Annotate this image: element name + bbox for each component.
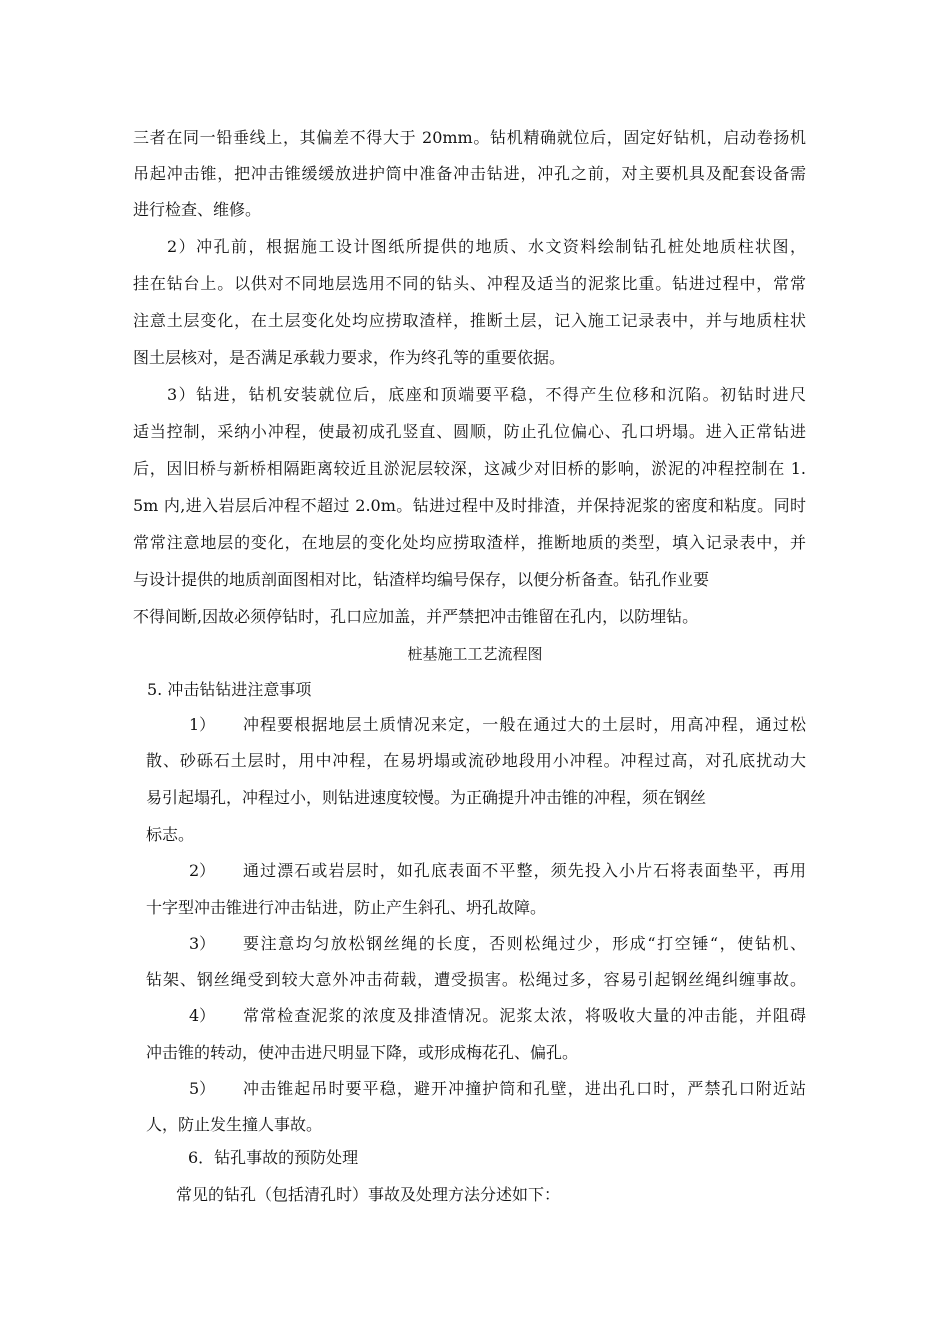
list-item-text: 易引起塌孔，冲程过小，则钻进速度较慢。为正确提升冲击锥的冲程，须在钢丝 [146,788,707,807]
paragraph-line: 常见的钻孔（包括清孔时）事故及处理方法分述如下： [176,1185,561,1204]
list-item-text: 常常检查泥浆的浓度及排渣情况。泥浆太浓，将吸收大量的冲击能，并阻碍 [243,1006,806,1025]
paragraph-line: 三者在同一铅垂线上，其偏差不得大于 20mm。钻机精确就位后，固定好钻机，启动卷扬机 [133,128,806,147]
section-heading: 5. 冲击钻钻进注意事项 [147,680,312,699]
list-item-text: 冲程要根据地层土质情况来定，一般在通过大的土层时，用高冲程，通过松 [243,715,806,734]
list-item-text: 散、砂砾石土层时，用中冲程，在易坍塌或流砂地段用小冲程。冲程过高，对孔底扰动大 [146,751,806,770]
paragraph-line: 2）冲孔前，根据施工设计图纸所提供的地质、水文资料绘制钻孔桩处地质柱状图， [167,237,806,256]
list-item-number: 5） [189,1079,216,1098]
paragraph-line: 后，因旧桥与新桥相隔距离较近且淤泥层较深，这减少对旧桥的影响，淤泥的冲程控制在 1. [133,459,806,478]
list-item-text: 通过漂石或岩层时，如孔底表面不平整，须先投入小片石将表面垫平，再用 [243,861,806,880]
paragraph-line: 常常注意地层的变化，在地层的变化处均应捞取渣样，推断地质的类型，填入记录表中，并 [133,533,806,552]
list-item-text: 冲击锥的转动，使冲击进尺明显下降，或形成梅花孔、偏孔。 [146,1043,579,1062]
paragraph-line: 适当控制，采纳小冲程，使最初成孔竖直、圆顺，防止孔位偏心、孔口坍塌。进入正常钻进 [133,422,806,441]
paragraph-line: 进行检查、维修。 [133,200,262,219]
list-item-text: 要注意均匀放松钢丝绳的长度，否则松绳过少，形成“打空锤“，使钻机、 [243,934,806,953]
figure-caption: 桩基施工工艺流程图 [407,645,543,663]
list-item-text: 冲击锥起吊时要平稳，避开冲撞护筒和孔壁，进出孔口时，严禁孔口附近站 [243,1079,806,1098]
paragraph-line: 与设计提供的地质剖面图相对比，钻渣样均编号保存，以便分析备查。钻孔作业要 [133,570,710,589]
list-item-number: 3） [189,934,216,953]
paragraph-line: 图土层核对，是否满足承载力要求，作为终孔等的重要依据。 [133,348,566,367]
paragraph-line: 5m 内,进入岩层后冲程不超过 2.0m。钻进过程中及时排渣，并保持泥浆的密度和粘度。同时 [133,496,806,515]
list-item-number: 1） [189,715,216,734]
list-item-text: 标志。 [146,825,195,844]
list-item-text: 钻架、钢丝绳受到较大意外冲击荷载，遭受损害。松绳过多，容易引起钢丝绳纠缠事故。 [146,970,806,989]
list-item-number: 4） [189,1006,216,1025]
paragraph-line: 注意土层变化，在土层变化处均应捞取渣样，推断土层，记入施工记录表中，并与地质柱状 [133,311,806,330]
paragraph-line: 不得间断,因故必须停钻时，孔口应加盖，并严禁把冲击锥留在孔内，以防埋钻。 [133,607,699,626]
section-heading: 6．钻孔事故的预防处理 [188,1148,359,1167]
paragraph-line: 3）钻进，钻机安装就位后，底座和顶端要平稳，不得产生位移和沉陷。初钻时进尺 [167,385,806,404]
list-item-number: 2） [189,861,216,880]
list-item-text: 人，防止发生撞人事故。 [146,1115,323,1134]
paragraph-line: 挂在钻台上。以供对不同地层选用不同的钻头、冲程及适当的泥浆比重。钻进过程中，常常 [133,274,806,293]
list-item-text: 十字型冲击锥进行冲击钻进，防止产生斜孔、坍孔故障。 [146,898,547,917]
paragraph-line: 吊起冲击锥，把冲击锥缓缓放进护筒中准备冲击钻进，冲孔之前，对主要机具及配套设备需 [133,164,806,183]
